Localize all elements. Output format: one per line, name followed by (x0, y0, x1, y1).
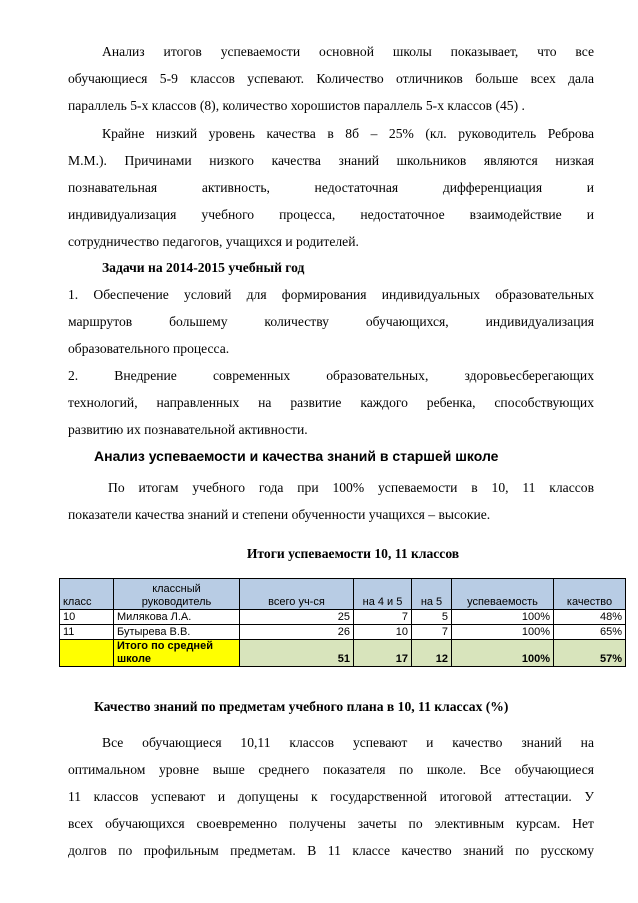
text-line: долгов по профильным предметам. В 11 классе качество знаний по русскому (68, 843, 594, 858)
text-line: сотрудничество педагогов, учащихся и родителей. (68, 234, 359, 249)
table-cell: 51 (240, 640, 354, 667)
tasks-heading: Задачи на 2014-2015 учебный год (102, 260, 305, 275)
table-cell: Бутырева В.В. (114, 625, 240, 640)
table-cell: Милякова Л.А. (114, 610, 240, 625)
header-cell: на 4 и 5 (354, 579, 412, 610)
table-title: Итоги успеваемости 10, 11 классов (246, 546, 460, 561)
text-line: Все обучающиеся 10,11 классов успевают и качество знаний на (102, 735, 594, 750)
section-heading: Анализ успеваемости и качества знаний в старшей школе (94, 448, 499, 464)
text-line: М.М.). Причинами низкого качества знаний школьников являются низкая (68, 153, 594, 168)
table-cell: 65% (554, 625, 626, 640)
quality-heading (94, 693, 614, 720)
header-cell: класс (60, 579, 114, 610)
text-line: образовательного процесса. (68, 341, 230, 356)
header-cell: классный руководитель (114, 579, 240, 610)
text-line: развитию их познавательной активности. (68, 422, 308, 437)
table-cell: 10 (354, 625, 412, 640)
table-cell: 12 (412, 640, 452, 667)
table-cell: 100% (452, 640, 554, 667)
table-cell: 7 (412, 625, 452, 640)
text-line: параллель 5-х классов (8), количество хорошистов параллель 5-х классов (45) . (68, 98, 525, 113)
table-cell: 11 (60, 625, 114, 640)
text-line: маршрутов большему количеству обучающихся, индивидуализация (68, 314, 594, 329)
text-line: индивидуализация учебного процесса, недостаточное взаимодействие и (68, 207, 594, 222)
paragraph-main-school (68, 38, 594, 119)
text-line: 11 классов успевают и допущены к государственной итоговой аттестации. У (68, 789, 594, 804)
table-row (60, 625, 626, 640)
text-line: По итогам учебного года при 100% успеваемости в 10, 11 классов (108, 480, 594, 495)
header-cell: успеваемость (452, 579, 554, 610)
table-cell: Итого по средней школе (114, 640, 240, 667)
text-line: обучающиеся 5-9 классов успевают. Количество отличников больше всех дала (68, 71, 594, 86)
table-cell: 17 (354, 640, 412, 667)
paragraph-quality (68, 729, 594, 864)
text-line: Анализ итогов успеваемости основной школы показывает, что все (102, 44, 594, 59)
paragraph-low-quality (68, 120, 594, 255)
text-line: 2. Внедрение современных образовательных, здоровьесберегающих (68, 368, 594, 383)
table-cell: 57% (554, 640, 626, 667)
table-cell (60, 640, 114, 667)
text-line: Крайне низкий уровень качества в 8б – 25% (кл. руководитель Реброва (102, 126, 594, 141)
table-cell: 5 (412, 610, 452, 625)
header-cell: всего уч-ся (240, 579, 354, 610)
table-header-row (60, 579, 626, 610)
table-cell: 25 (240, 610, 354, 625)
text-line: познавательная активность, недостаточная дифференциация и (68, 180, 594, 195)
header-cell: качество (554, 579, 626, 610)
table-total-row (60, 640, 626, 667)
table-row (60, 610, 626, 625)
paragraph-senior-school (68, 474, 594, 528)
text-line: 1. Обеспечение условий для формирования индивидуальных образовательных (68, 287, 594, 302)
text-line: технологий, направленных на развитие каждого ребенка, способствующих (68, 395, 594, 410)
table-cell: 7 (354, 610, 412, 625)
quality-heading-text: Качество знаний по предметам учебного плана в 10, 11 классах (%) (94, 699, 509, 714)
table-cell: 48% (554, 610, 626, 625)
header-cell: на 5 (412, 579, 452, 610)
table-cell: 10 (60, 610, 114, 625)
text-line: всех обучающихся своевременно получены зачеты по элективным курсам. Нет (68, 816, 594, 831)
text-line: оптимальном уровне выше среднего показателя по школе. Все обучающиеся (68, 762, 594, 777)
table-cell: 26 (240, 625, 354, 640)
text-line: показатели качества знаний и степени обученности учащихся – высокие. (68, 507, 491, 522)
table-cell: 100% (452, 610, 554, 625)
tasks-section (68, 254, 594, 443)
table-cell: 100% (452, 625, 554, 640)
results-table (59, 578, 626, 667)
